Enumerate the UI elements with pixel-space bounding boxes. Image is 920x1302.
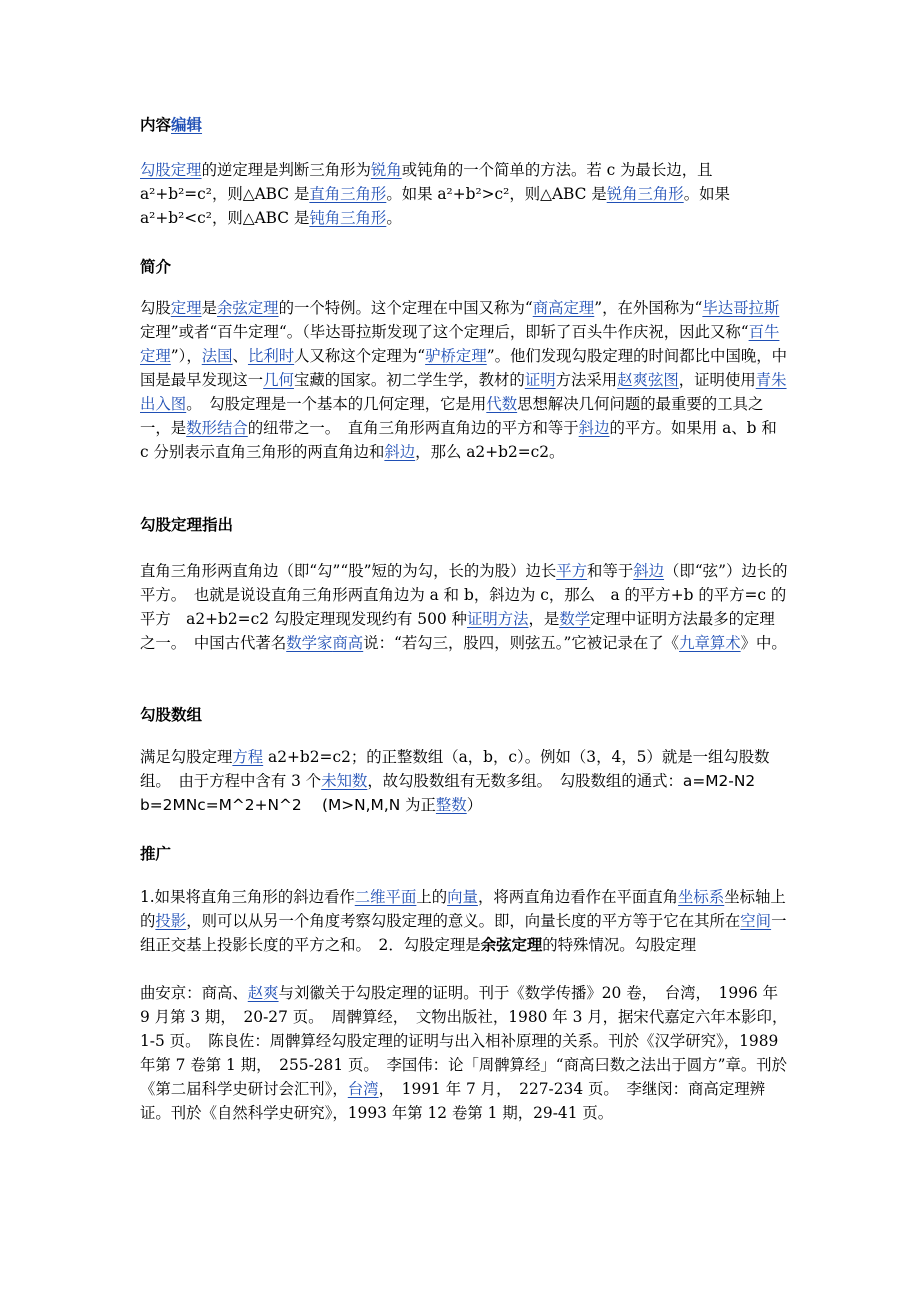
edit-link[interactable]: 编辑 [171, 116, 203, 134]
text: 是 [201, 299, 217, 317]
link-pingfang[interactable]: 平方 [556, 562, 588, 580]
link-jiuzhang-suanshu[interactable]: 九章算术 [679, 634, 741, 652]
text: 》中。 [740, 634, 787, 652]
link-touying[interactable]: 投影 [155, 912, 187, 930]
link-zhengming[interactable]: 证明 [524, 371, 556, 389]
link-zhengshu[interactable]: 整数 [435, 796, 467, 814]
paragraph-content [140, 158, 788, 230]
paragraph-triples [140, 745, 788, 817]
text: 。 勾股定理是一个基本的几何定理，它是用 [186, 395, 487, 413]
text: 上的 [416, 888, 448, 906]
link-fangcheng[interactable]: 方程 [232, 748, 264, 766]
paragraph-generalization [140, 885, 788, 957]
text: 定理”或者“百牛定理“。（毕达哥拉斯发现了这个定理后，即斩了百头牛作庆祝，因此又称“ [140, 323, 749, 341]
text: 。如果 a²+b²<c²，则△ABC 是 [140, 185, 730, 227]
link-faguo[interactable]: 法国 [201, 347, 233, 365]
text: 曲安京：商高、 [140, 984, 248, 1002]
link-xiebian-2[interactable]: 斜边 [384, 443, 416, 461]
text: ） [466, 796, 483, 814]
link-dingli[interactable]: 定理 [170, 299, 202, 317]
formula-text: a=M2-N2 b=2MNc=M^2+N^2 (M>N,M,N 为正 [140, 772, 776, 814]
text: 、 [232, 347, 248, 365]
text: 定理中证明方法最多的定理之一。 中国古代著名 [140, 610, 775, 652]
link-bilishi[interactable]: 比利时 [247, 347, 295, 365]
link-bidagelasi[interactable]: 毕达哥拉斯 [702, 299, 780, 317]
text: ，那么 a2+b2=c2。 [415, 443, 565, 461]
link-gougu-dingli[interactable]: 勾股定理 [140, 161, 202, 179]
link-yuxian-dingli[interactable]: 余弦定理 [217, 299, 279, 317]
text: ，证明使用 [678, 371, 756, 389]
text: ”。他们发现勾股定理的时间都比中国晚，中国是最早发现这一 [140, 347, 788, 389]
text: 。如果 a²+b²>c²，则△ABC 是 [386, 185, 607, 203]
text: 坐标轴上的 [140, 888, 786, 930]
text: 和等于 [587, 562, 634, 580]
section-heading-generalization: 推广 [140, 845, 172, 863]
link-zhengming-fangfa[interactable]: 证明方法 [466, 610, 529, 628]
section-heading-content [140, 113, 788, 137]
text: 勾股 [140, 299, 171, 317]
text: 满足勾股定理 [140, 748, 233, 766]
link-shanggao-dingli[interactable]: 商高定理 [532, 299, 595, 317]
link-zhijiao-sanjiaoxing[interactable]: 直角三角形 [309, 185, 387, 203]
text: 方法采用 [555, 371, 618, 389]
text: 。 [386, 209, 402, 227]
link-lvqiao-dingli[interactable]: 驴桥定理 [425, 347, 487, 365]
text: 的逆定理是判断三角形为 [201, 161, 371, 179]
text: 与刘徽关于勾股定理的证明。刊于《数学传播》20 卷， 台湾， 1996 年 9 月第 3 期， 20-27 页。 周髀算经， 文物出版社，1980 年 3 月，据宋代嘉定六年本影印，1-5 页。 陈良佐：周髀算经勾股定理的证明与出入相补原理的关系。刊於《汉学研究》，1989 年第 7 卷第 1 期， 255-281 页。 李国伟：论「周髀算经」“商高曰数之法出于圆方”章。刊於《第二届科学史研讨会汇刊》， [140, 984, 788, 1098]
section-heading-statement: 勾股定理指出 [140, 516, 234, 534]
link-bainiu-dingli[interactable]: 百牛定理 [140, 323, 780, 365]
link-zhaoshuang[interactable]: 赵爽 [247, 984, 279, 1002]
link-zhaoshuang-xiantu[interactable]: 赵爽弦图 [617, 371, 679, 389]
text: 的平方。如果用 a、b 和 c 分别表示直角三角形的两直角边和 [140, 419, 777, 461]
text: ，故勾股数组有无数多组。 勾股数组的通式： [367, 772, 683, 790]
link-ruijiao[interactable]: 锐角 [370, 161, 402, 179]
text: （即“弦”）边长的平方。 也就是说设直角三角形两直角边为 a 和 b，斜边为 c，那么 a 的平方+b 的平方=c 的平方 a2+b2=c2 勾股定理现发现约有 500 种 [140, 562, 788, 628]
paragraph-intro [140, 296, 788, 464]
text: ”）， [170, 347, 202, 365]
link-qingzhu-churutu[interactable]: 青朱出入图 [140, 371, 787, 413]
link-erwei-pingmian[interactable]: 二维平面 [354, 888, 417, 906]
text: 的特殊情况。勾股定理 [542, 936, 697, 954]
link-shuxuejia[interactable]: 数学家 [286, 634, 333, 652]
link-weizhishu[interactable]: 未知数 [321, 772, 368, 790]
text: 或钝角的一个简单的方法。若 c 为最长边，且 a²+b²=c²，则△ABC 是 [140, 161, 713, 203]
text: ，则可以从另一个角度考察勾股定理的意义。即，向量长度的平方等于它在其所在 [186, 912, 741, 930]
link-shuxue[interactable]: 数学 [559, 610, 591, 628]
text: ， 1991 年 7 月， 227-234 页。 李继闵：商高定理辨证。刊於《自然科学史研究》，1993 年第 12 卷第 1 期，29-41 页。 [140, 1080, 765, 1122]
link-shuxing-jiehe[interactable]: 数形结合 [186, 419, 248, 437]
text: ”，在外国称为“ [594, 299, 703, 317]
section-heading-triples: 勾股数组 [140, 706, 203, 724]
text: ，将两直角边看作在平面直角 [477, 888, 679, 906]
text: 的纽带之一。 直角三角形两直角边的平方和等于 [247, 419, 579, 437]
link-taiwan[interactable]: 台湾 [347, 1080, 379, 1098]
section-heading-intro: 简介 [140, 258, 172, 276]
text: 宝藏的国家。初二学生学，教材的 [293, 371, 525, 389]
text: 1.如果将直角三角形的斜边看作 [140, 888, 355, 906]
link-shanggao[interactable]: 商高 [332, 634, 364, 652]
bold-text: 余弦定理 [480, 936, 543, 954]
text: 思想解决几何问题的最重要的工具之一，是 [140, 395, 764, 437]
link-kongjian[interactable]: 空间 [740, 912, 772, 930]
link-daishu[interactable]: 代数 [486, 395, 518, 413]
link-xiebian[interactable]: 斜边 [578, 419, 610, 437]
paragraph-statement [140, 559, 788, 655]
text: 的一个特例。这个定理在中国又称为“ [278, 299, 533, 317]
text: a2+b2=c2；的正整数组（a，b，c）。例如（3，4，5）就是一组勾股数组。 由于方程中含有 3 个 [140, 748, 770, 790]
text: 直角三角形两直角边（即“勾”“股”短的为勾，长的为股）边长 [140, 562, 557, 580]
text: ，是 [528, 610, 560, 628]
link-ruijiao-sanjiaoxing[interactable]: 锐角三角形 [606, 185, 684, 203]
link-jihe[interactable]: 几何 [263, 371, 294, 389]
text: 一组正交基上投影长度的平方之和。 2．勾股定理是 [140, 912, 787, 954]
link-xiangliang[interactable]: 向量 [447, 888, 478, 906]
link-xiebian-3[interactable]: 斜边 [633, 562, 665, 580]
link-dunjiao-sanjiaoxing[interactable]: 钝角三角形 [309, 209, 387, 227]
paragraph-references [140, 981, 788, 1125]
heading-text: 内容 [140, 116, 172, 134]
link-zuobiaoxi[interactable]: 坐标系 [678, 888, 725, 906]
text: 人又称这个定理为“ [294, 347, 426, 365]
text: 说：“若勾三，股四，则弦五。”它被记录在了《 [363, 634, 680, 652]
